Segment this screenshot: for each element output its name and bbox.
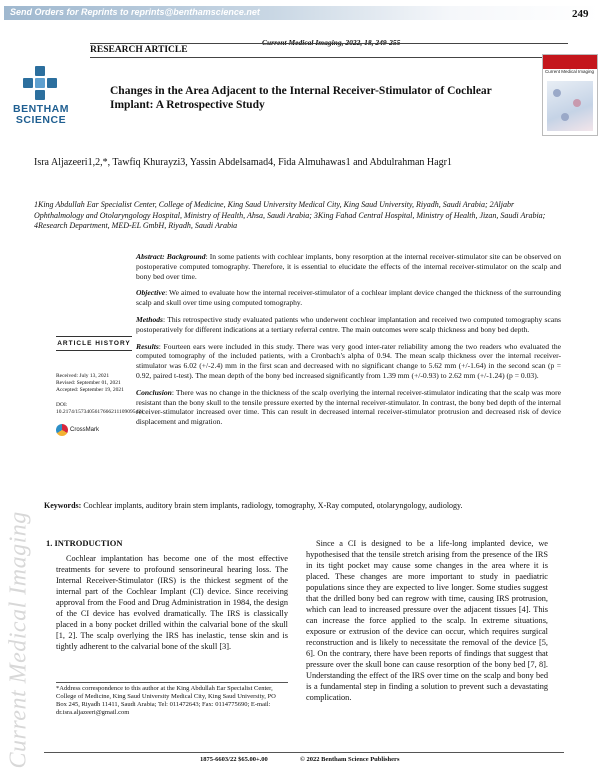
intro-heading: 1. INTRODUCTION	[46, 538, 123, 548]
abstract-background: Abstract: Background: In some patients with cochlear implants, bony resorption at the internal receiver-stimulator site can be observed on postoperative computed tomography. Therefore, it is essential to elucidate the effects of the internal receiver-stimulator on the scalp and bony bed over time.	[136, 252, 561, 281]
doi[interactable]	[56, 402, 144, 416]
authors: Isra Aljazeeri1,2,*, Tawfiq Khurayzi3, Yassin Abdelsamad4, Fida Almuhawas1 and Abdulrahman Hagr1	[34, 157, 452, 168]
section-label: RESEARCH ARTICLE	[90, 45, 188, 55]
accepted-date: Accepted: September 19, 2021	[56, 387, 124, 393]
abstract-results: Results: Fourteen ears were included in this study. There was very good inter-rater reliability among the two readers who evaluated the computed tomography of the included patients, with a Cronbach's alpha of 0.94. The mean scalp thickness over the internal receiver-stimulator was 6.02 (+/-2.4) mm in the first scan and decreased with no significant change to 5.62 mm (+/-1.64) in the second scan (p = 0.92, paired t-test). The mean depth of the bony bed increased significantly from 1.39 mm (+/-0.93) to 2.62 mm (+/-1.24) (p = 0.03).	[136, 341, 561, 380]
doi-label: DOI:	[56, 402, 68, 408]
cover-art-icon	[547, 81, 593, 131]
doi-value[interactable]: 10.2174/1573405617666211109095421	[56, 409, 144, 415]
article-history	[56, 336, 144, 436]
issn: 1875-6603/22 $65.00+.00	[200, 756, 268, 763]
journal-cover[interactable]	[542, 54, 598, 136]
body-left-column	[46, 538, 288, 652]
reprint-banner	[4, 6, 600, 20]
correspondence-footnote: *Address correspondence to this author at the King Abdullah Ear Specialist Center, College of Medicine, King Saud University Medical City, King Saud University, PO Box 245, Riyadh 11411, Saudi Arabia; Tel: 011472643; Fax: 0114775690; E-mail: dr.isra.aljazeeri@gmail.com	[56, 682, 288, 717]
intro-paragraph-1: Cochlear implantation has become one of the most effective treatments for severe to profound sensorineural hearing loss. The Internal Receiver-Stimulator (IRS) is the thickest segment of the internal part of the Cochlear Implant (CI) device. Since receiving approval from the Food and Drug Administration in 1984, the design of the CI device has evolved dramatically. The IRS is classically placed in a bony pocket drilled within the calvarial bone of the skull [1, 2]. The scalp overlying the IRS has inelastic, tense skin and is tightly adherent to the calvarial bone of the skull [3].	[56, 554, 288, 651]
affiliations: 1King Abdullah Ear Specialist Center, College of Medicine, King Saud University Medical City, King Saud University, Riyadh, Saudi Arabia; 2Aljabr Ophthalmology and Otolaryngology Hospital, Ministry of Health, Ahsa, Saudi Arabia; 3King Fahad Central Hospital, Ministry of Health, Jizan, Saudi Arabia; 4Research Department, MED-EL GmbH, Riyadh, Saudi Arabia	[34, 200, 546, 230]
article-title: Changes in the Area Adjacent to the Internal Receiver-Stimulator of Cochlear Implant: A Retrospective Study	[110, 85, 492, 111]
header-rule	[90, 43, 568, 44]
cover-title: Current Medical Imaging	[545, 69, 595, 74]
crossmark-icon	[56, 424, 68, 436]
logo-mark-icon	[16, 66, 64, 104]
abstract-methods: Methods: This retrospective study evaluated patients who underwent cochlear implantation and received two computed tomography scans postoperatively for different indications at a tertiary referral centre. The main outcomes were scalp thickness and bony bed depth.	[136, 314, 561, 334]
history-dates	[56, 373, 132, 394]
revised-date: Revised: September 01, 2021	[56, 380, 121, 386]
keywords-text: Cochlear implants, auditory brain stem implants, radiology, tomography, X-Ray computed, otolaryngology, audiology.	[81, 501, 463, 510]
keywords-label: Keywords:	[44, 501, 82, 510]
section-rule	[90, 57, 568, 58]
abstract	[136, 252, 561, 434]
keywords	[44, 501, 564, 512]
abstract-objective: Objective: We aimed to evaluate how the internal receiver-stimulator of a cochlear implant device changed the thickness of the surrounding scalp and skull over time using computed tomography.	[136, 288, 561, 308]
page-number: 249	[572, 8, 589, 20]
crossmark-label: CrossMark	[70, 427, 100, 433]
footer-rule	[44, 752, 564, 753]
journal-watermark: Current Medical Imaging	[5, 511, 32, 769]
abstract-conclusion: Conclusion: There was no change in the thickness of the scalp overlying the internal receiver-stimulator indicating that the scalp was more resistant than the bony skull to the tensile pressure exerted by the internal receiver-stimulator. In contrast, the bony bed depth of the internal receiver-stimulator increased over time. This can result in decreased internal receiver-stimulator protrusion and decreased risk of device displacement and migration.	[136, 387, 561, 427]
intro-paragraph-2: Since a CI is designed to be a life-long implanted device, we hypothesised that the tensile stretch arising from the presence of the IRS in its tight pocket may cause some changes in the area where it is placed. These changes are more important to study in paediatric populations since they are expected to live longer. Some studies suggest that the drilled bony bed can regrow with time, causing IRS protrusion, which can lead to increased pressure over the adjacent tissues [4]. This can increase the force applied to the scalp. In extreme situations, exposure or extrusion of the device can occur, which requires surgical reconstruction and is likely to necessitate the removal of the device [5, 6]. On the contrary, there have been reports of findings that suggest that pressure over the skull bone can cause resorption of the bony bed [7, 8]. Understanding the effect of the IRS over time on the scalp and bony bed is a fundamental step in finding a solution to prevent such a devastating complication.	[306, 539, 548, 702]
body-right-column	[306, 538, 548, 703]
copyright: © 2022 Bentham Science Publishers	[300, 756, 400, 763]
cover-band	[543, 55, 597, 69]
received-date: Received: July 13, 2021	[56, 373, 110, 379]
article-history-header: ARTICLE HISTORY	[56, 336, 132, 351]
logo-text: BENTHAM SCIENCE	[13, 103, 69, 126]
bentham-logo	[6, 66, 76, 128]
reprint-text: Send Orders for Reprints to reprints@benthamscience.net	[10, 7, 260, 17]
crossmark-button[interactable]	[56, 424, 132, 436]
